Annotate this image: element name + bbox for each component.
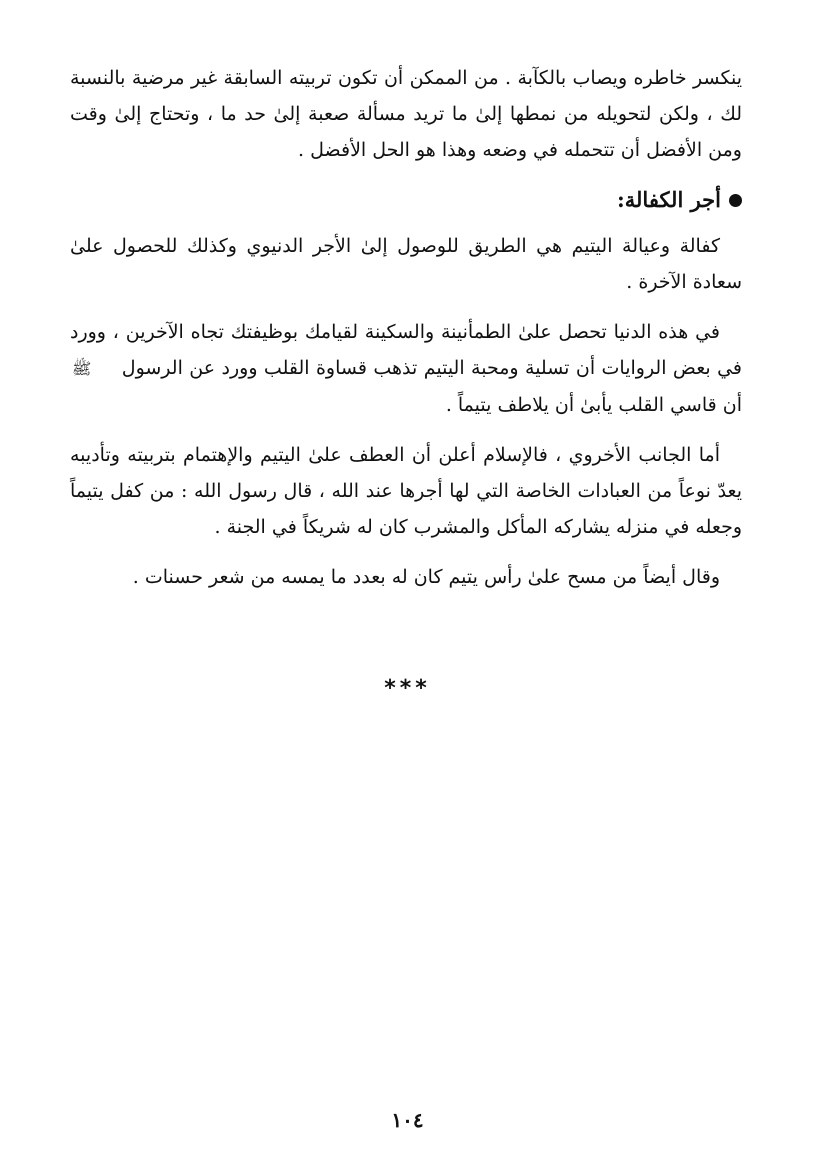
page-number: ١٠٤ bbox=[391, 1108, 424, 1132]
paragraph-3: أما الجانب الأخروي ، فالإسلام أعلن أن العطف علىٰ اليتيم والإهتمام بتربيته وتأديبه يعدّ نوعاً من العبادات الخاصة التي لها أجرها عند الله ، قال رسول الله : من كفل يتيماً وجعله في منزله يشاركه المأكل والمشرب كان له شريكاً في الجنة . bbox=[70, 444, 742, 538]
intro-paragraph: ينكسر خاطره ويصاب بالكآبة . من الممكن أن تكون تربيته السابقة غير مرضية بالنسبة لك ، ولكن لتحويله من نمطها إلىٰ ما تريد مسألة صعبة إلىٰ حد ما ، وتحتاج إلىٰ وقت ومن الأفضل أن تتحمله في وضعه وهذا هو الحل الأفضل . bbox=[70, 67, 742, 161]
paragraph-1: كفالة وعيالة اليتيم هي الطريق للوصول إلىٰ الأجر الدنيوي وكذلك للحصول علىٰ سعادة الآخرة . bbox=[70, 235, 742, 293]
section-separator: *** bbox=[384, 676, 431, 701]
paragraph-2-before: في هذه الدنيا تحصل علىٰ الطمأنينة والسكينة لقيامك بوظيفتك تجاه الآخرين ، وورد في بعض الروايات أن تسلية ومحبة اليتيم تذهب قساوة القلب وورد عن الرسول bbox=[70, 321, 742, 379]
paragraph-2-after: أن قاسي القلب يأبىٰ أن يلاطف يتيماً . bbox=[445, 394, 742, 416]
paragraph-2 bbox=[70, 314, 742, 423]
bullet-dot-icon bbox=[729, 194, 742, 207]
paragraph-4: وقال أيضاً من مسح علىٰ رأس يتيم كان له بعدد ما يمسه من شعر حسنات . bbox=[132, 566, 720, 588]
section-heading-text: أجر الكفالة: bbox=[617, 187, 721, 212]
page-body bbox=[70, 60, 742, 595]
prophet-seal-icon: ﷺ bbox=[72, 359, 92, 378]
section-heading bbox=[70, 182, 742, 218]
